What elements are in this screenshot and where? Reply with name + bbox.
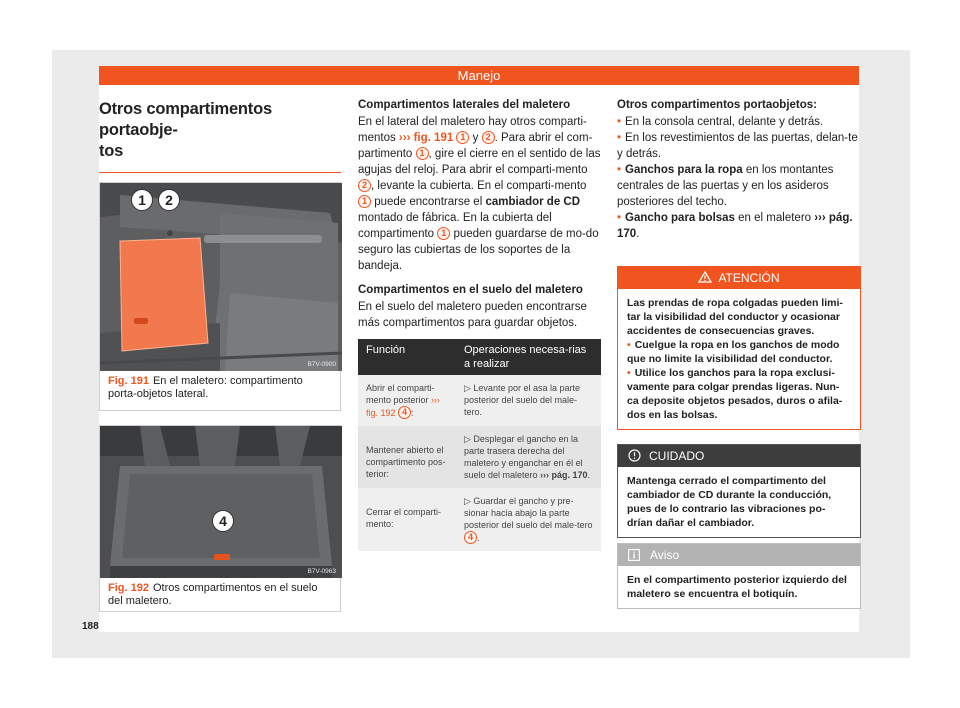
text: . xyxy=(587,470,591,480)
text: Abrir el comparti-mento posterior xyxy=(366,383,435,405)
table-cell xyxy=(358,375,456,426)
caption-text: Otros compartimentos en el suelo del maletero. xyxy=(108,582,318,607)
right-column xyxy=(617,97,859,242)
figure-191 xyxy=(99,182,341,411)
caution-circle-icon xyxy=(628,449,641,462)
table-cell: ▷ Levante por el asa la parte posterior del suelo del male-tero. xyxy=(456,375,601,426)
bold-text: Gancho para bolsas xyxy=(625,212,735,224)
figure-number: Fig. 192 xyxy=(108,582,149,594)
list-item xyxy=(617,210,859,242)
text: En el lateral del maletero hay otros comparti-mentos xyxy=(358,116,587,144)
title-divider xyxy=(99,172,341,173)
figure-number: Fig. 191 xyxy=(108,375,149,387)
list-item: • En la consola central, delante y detrás. xyxy=(617,114,859,130)
bold-text: cambiador de CD xyxy=(485,196,581,208)
caution-text: Mantenga cerrado el compartimento del cambiador de CD durante la conducción, pues de lo contrario las vibraciones po-drían dañar el cambiador. xyxy=(627,475,832,529)
left-column xyxy=(99,97,341,612)
table-cell: Cerrar el comparti-mento: xyxy=(358,488,456,551)
warning-header xyxy=(618,267,860,289)
page-link[interactable]: ››› pág. 170 xyxy=(540,470,588,480)
warning-item: • Utilice los ganchos para la ropa exclusi-vamente para colgar prendas ligeras. Nun-ca deposite objetos pesados, duros o afila-dos en las bolsas. xyxy=(627,366,851,422)
suelo-paragraph: En el suelo del maletero pueden encontrarse más compartimentos para guardar objetos. xyxy=(358,301,587,329)
trunk-floor-compartment-image xyxy=(100,426,342,578)
figure-caption xyxy=(108,582,334,608)
table-row xyxy=(358,488,601,551)
number-badge: 4 xyxy=(398,406,411,419)
text: . xyxy=(477,533,480,543)
callout-2: 2 xyxy=(158,189,180,211)
text: y xyxy=(469,132,482,144)
text: , levante la cubierta. En el comparti-mento xyxy=(371,180,587,192)
figure-link[interactable]: ››› fig. 192 xyxy=(366,395,441,418)
page-title: Otros compartimentos portaobje- tos xyxy=(99,100,272,160)
bold-text: Ganchos para la ropa xyxy=(625,164,743,176)
caption-text: En el maletero: compartimento porta-objetos lateral. xyxy=(108,375,303,400)
warning-item: • Cuelgue la ropa en los ganchos de modo que no limite la visibilidad del conductor. xyxy=(627,338,851,366)
number-badge: 1 xyxy=(437,227,450,240)
lateral-paragraph xyxy=(358,114,601,274)
text: : xyxy=(411,408,414,418)
text: puede encontrarse el xyxy=(371,196,486,208)
column-header: Operaciones necesa-rias a realizar xyxy=(456,339,601,375)
image-code: B7V-0963 xyxy=(307,568,336,575)
warning-triangle-icon xyxy=(698,271,712,283)
trunk-side-compartment-image xyxy=(100,183,342,371)
number-badge: 4 xyxy=(464,531,477,544)
caution-title: CUIDADO xyxy=(649,449,705,463)
number-badge: 1 xyxy=(416,147,429,160)
page-number: 188 xyxy=(82,621,99,632)
info-icon xyxy=(628,549,640,561)
note-text: En el compartimento posterior izquierdo del maletero se encuentra el botiquín. xyxy=(627,574,847,600)
figure-link[interactable]: ››› fig. 191 xyxy=(398,132,454,144)
text: , gire el cierre en el sentido de las agujas del reloj. Para abrir el comparti-mento xyxy=(358,148,601,176)
text: ▷ Guardar el gancho y pre-sionar hacia abajo la parte posterior del suelo del male-tero xyxy=(464,496,593,530)
note-box xyxy=(617,543,861,609)
number-badge: 1 xyxy=(456,131,469,144)
number-badge: 1 xyxy=(358,195,371,208)
warning-body xyxy=(618,289,860,429)
figure-192 xyxy=(99,425,341,612)
text: en los montantes centrales de las puertas y en los asideros posteriores del techo. xyxy=(617,164,834,208)
text: montado de fábrica. En la cubierta del compartimento xyxy=(358,212,552,240)
warning-text: Las prendas de ropa colgadas pueden limi-tar la visibilidad del conductor y ocasionar accidentes de consecuencias graves. xyxy=(627,297,843,337)
page-link[interactable]: ››› pág. 170 xyxy=(617,212,853,240)
image-code: B7V-0900 xyxy=(307,361,336,368)
list-item: • En los revestimientos de las puertas, delan-te y detrás. xyxy=(617,130,859,162)
callout-4: 4 xyxy=(212,510,234,532)
caution-box xyxy=(617,444,861,538)
table-cell xyxy=(456,488,601,551)
column-header: Función xyxy=(358,339,456,375)
otros-heading: Otros compartimentos portaobjetos: xyxy=(617,99,817,111)
note-header xyxy=(618,544,860,566)
table-header xyxy=(358,339,601,375)
note-title: Aviso xyxy=(650,548,680,562)
callout-1: 1 xyxy=(131,189,153,211)
text: pueden guardarse de mo-do seguro las cubiertas de los soportes de la bandeja. xyxy=(358,228,599,272)
warning-title: ATENCIÓN xyxy=(718,271,780,285)
text: . xyxy=(636,228,640,240)
text: en el maletero xyxy=(734,212,815,224)
table-cell xyxy=(456,426,601,488)
middle-column xyxy=(358,97,601,551)
suelo-heading: Compartimentos en el suelo del maletero xyxy=(358,284,583,296)
table-cell: Mantener abierto el compartimento pos-terior: xyxy=(358,426,456,488)
figure-caption xyxy=(108,375,334,401)
section-header: Manejo xyxy=(99,66,859,85)
table-row xyxy=(358,426,601,488)
number-badge: 2 xyxy=(482,131,495,144)
table-row xyxy=(358,375,601,426)
number-badge: 2 xyxy=(358,179,371,192)
lateral-heading: Compartimentos laterales del maletero xyxy=(358,99,571,111)
list-item xyxy=(617,162,859,210)
caution-header xyxy=(618,445,860,467)
text: ▷ Desplegar el gancho en la parte trasera derecha del maletero y enganchar en él el suelo del maletero xyxy=(464,434,583,480)
warning-box xyxy=(617,266,861,430)
operations-table xyxy=(358,339,601,551)
text: . Para abrir el com-partimento xyxy=(358,132,593,160)
